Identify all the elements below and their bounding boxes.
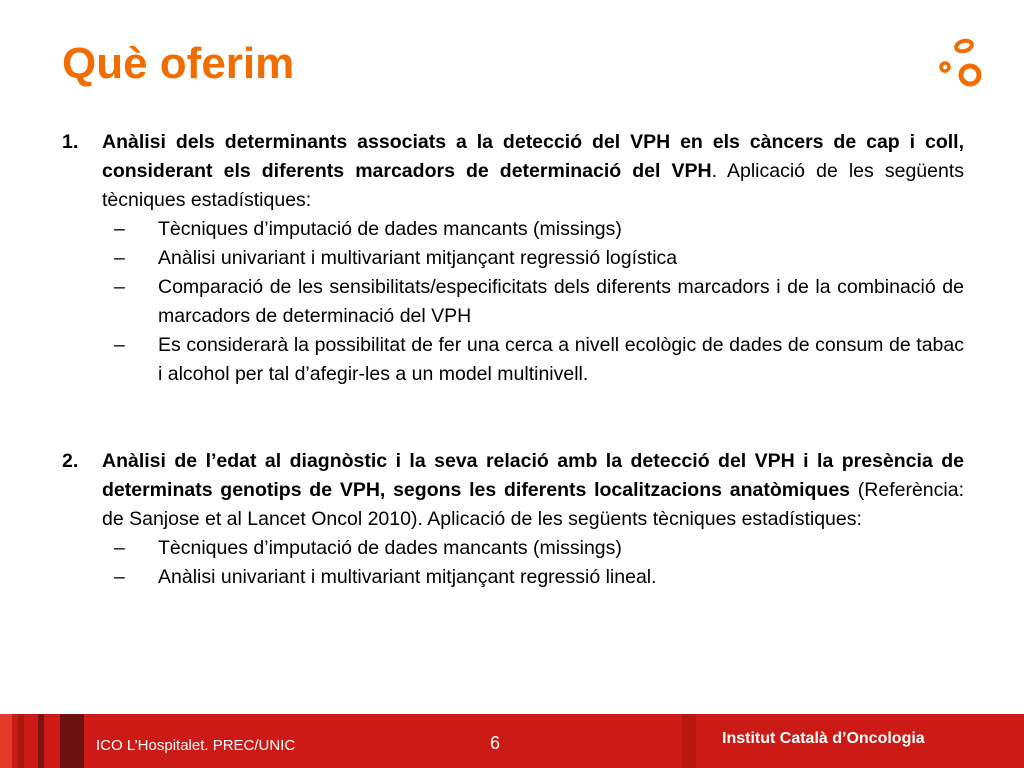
item-rest-text: (Referència: de Sanjose et al Lancet Oncol 2010). Aplicació de les següents tècniques estadístiques: — [102, 479, 964, 530]
sub-list-item: – Es considerarà la possibilitat de fer una cerca a nivell ecològic de dades de consum de tabac i alcohol per tal d’afegir-les a un model multinivell. — [114, 334, 964, 385]
footer-institute: Institut Català d’Oncologia — [722, 730, 925, 747]
item-text — [102, 128, 964, 215]
footer-stripe — [682, 714, 696, 768]
item-rest-text: . Aplicació de les següents tècniques estadístiques: — [102, 160, 964, 211]
footer-organization: ICO L’Hospitalet. PREC/UNIC — [96, 737, 296, 754]
footer-stripe — [38, 714, 44, 768]
footer-stripe — [0, 714, 12, 768]
footer-stripe — [18, 714, 24, 768]
footer-stripe — [60, 714, 84, 768]
sub-list-item: – Comparació de les sensibilitats/especificitats dels diferents marcadors i de la combinació de marcadors de determinació del VPH — [114, 276, 964, 327]
list-item — [62, 447, 964, 534]
item-number: 2. — [62, 450, 79, 472]
sub-list-item: – Tècniques d’imputació de dades mancants (missings) — [114, 537, 622, 559]
item-text — [102, 447, 964, 534]
content-body — [62, 128, 964, 592]
sub-list-item: – Anàlisi univariant i multivariant mitjançant regressió lineal. — [114, 566, 657, 588]
list-item — [62, 128, 964, 215]
sub-list — [62, 215, 964, 389]
sub-list — [62, 534, 964, 592]
item-bold-text: Anàlisi dels determinants associats a la detecció del VPH en els càncers de cap i coll, considerant els diferents marcadors de determinació del VPH — [102, 131, 964, 182]
footer-bar — [0, 714, 1024, 768]
item-bold-text: Anàlisi de l’edat al diagnòstic i la seva relació amb la detecció del VPH i la presència de determinats genotips de VPH, segons les diferents localitzacions anatòmiques — [102, 450, 964, 501]
page-title: Què oferim — [62, 39, 295, 88]
ico-logo-icon — [934, 38, 990, 94]
sub-list-item: – Anàlisi univariant i multivariant mitjançant regressió logística — [114, 247, 678, 269]
sub-list-item: – Tècniques d’imputació de dades mancants (missings) — [114, 218, 622, 240]
item-number: 1. — [62, 131, 79, 153]
page-number: 6 — [490, 733, 501, 753]
